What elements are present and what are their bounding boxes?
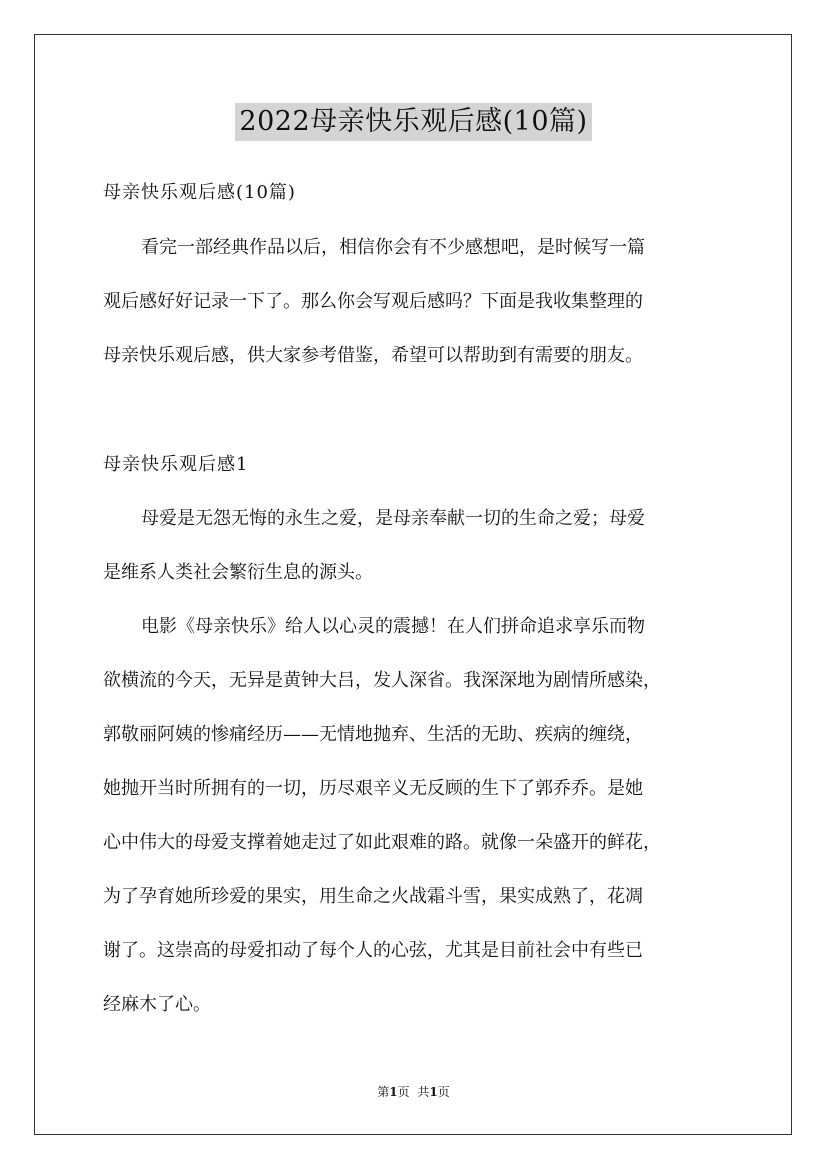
document-subtitle: 母亲快乐观后感(10篇) xyxy=(103,182,296,203)
footer-page-prefix: 第 xyxy=(377,1085,390,1099)
page-footer xyxy=(0,1084,827,1100)
paragraph-2-line-3: 郭敬丽阿姨的惨痛经历——无情地抛弃、生活的无助、疾病的缠绕， xyxy=(103,724,643,745)
intro-line-2: 观后感好好记录一下了。那么你会写观后感吗？下面是我收集整理的 xyxy=(103,291,643,312)
paragraph-2-line-6: 为了孕育她所珍爱的果实，用生命之火战霜斗雪，果实成熟了，花凋 xyxy=(103,886,643,907)
paragraph-2-line-8: 经麻木了心。 xyxy=(103,994,211,1015)
footer-page-suffix: 页 xyxy=(397,1085,410,1099)
footer-total-suffix: 页 xyxy=(437,1085,450,1099)
footer-page-number: 1 xyxy=(389,1085,398,1099)
paragraph-2-line-1: 电影《母亲快乐》给人以心灵的震撼！在人们拼命追求享乐而物 xyxy=(141,616,645,637)
paragraph-2-line-4: 她抛开当时所拥有的一切，历尽艰辛义无反顾的生下了郭乔乔。是她 xyxy=(103,778,643,799)
document-title: 2022母亲快乐观后感(10篇) xyxy=(235,103,591,141)
intro-line-1: 看完一部经典作品以后，相信你会有不少感想吧，是时候写一篇 xyxy=(141,237,645,258)
paragraph-2-line-5: 心中伟大的母爱支撑着她走过了如此艰难的路。就像一朵盛开的鲜花， xyxy=(103,832,661,853)
paragraph-2-line-7: 谢了。这崇高的母爱扣动了每个人的心弦，尤其是目前社会中有些已 xyxy=(103,940,643,961)
title-container xyxy=(0,103,827,141)
intro-line-3: 母亲快乐观后感，供大家参考借鉴，希望可以帮助到有需要的朋友。 xyxy=(103,345,643,366)
footer-total-pages: 1 xyxy=(429,1085,438,1099)
paragraph-2-line-2: 欲横流的今天，无异是黄钟大吕，发人深省。我深深地为剧情所感染， xyxy=(103,670,661,691)
paragraph-1-line-1: 母爱是无怨无悔的永生之爱，是母亲奉献一切的生命之爱；母爱 xyxy=(141,508,645,529)
section-heading: 母亲快乐观后感1 xyxy=(103,454,249,475)
paragraph-1-line-2: 是维系人类社会繁衍生息的源头。 xyxy=(103,562,373,583)
footer-total-prefix: 共 xyxy=(417,1085,430,1099)
